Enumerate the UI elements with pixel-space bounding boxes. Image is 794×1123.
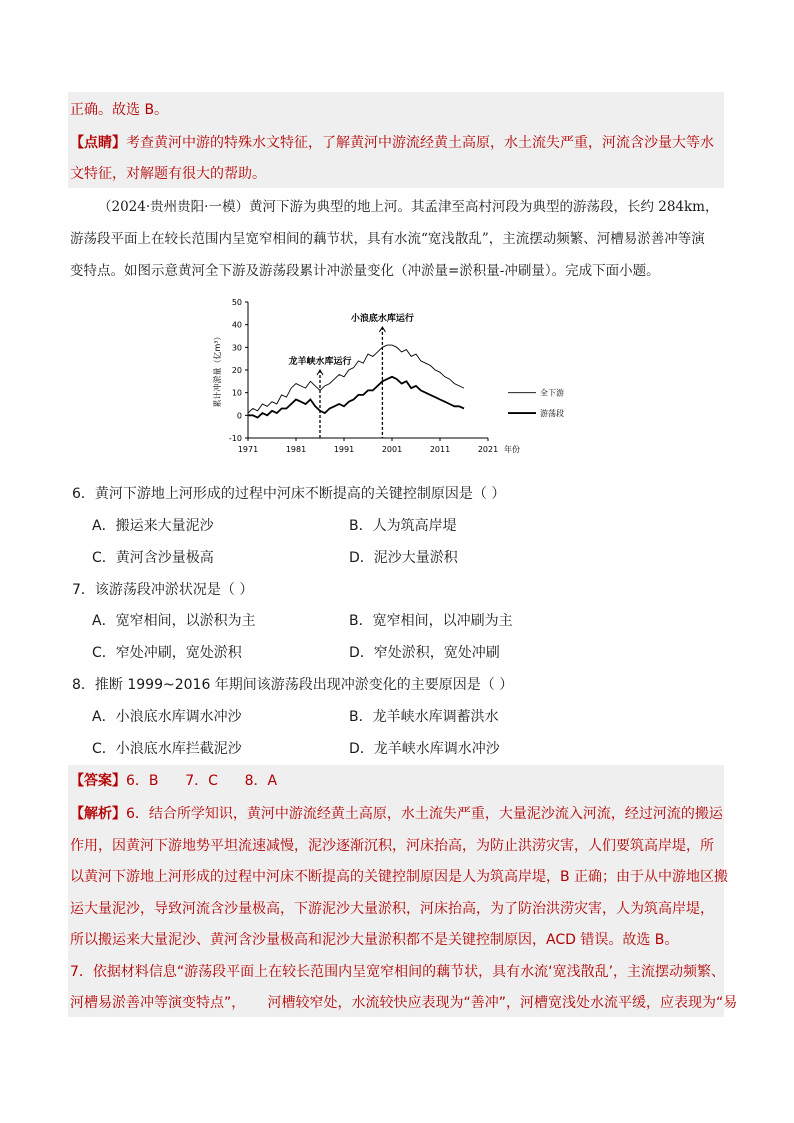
question-7-option-c[interactable]: C．窄处冲刷，宽处淤积	[92, 645, 242, 661]
tip-text-1: 考查黄河中游的特殊水文特征，了解黄河中游流经黄土高原，水土流失严重，河流含沙量大等水	[126, 135, 714, 151]
tip-line-1	[70, 133, 714, 153]
y-tick-label: -10	[228, 434, 242, 443]
y-tick-label: 40	[231, 320, 242, 330]
answer-text: 6．B 7．C 8．A	[126, 773, 278, 789]
analysis-label: 【解析】	[70, 806, 126, 822]
tip-label: 【点睛】	[70, 135, 126, 151]
answer-line	[70, 771, 277, 791]
analysis-text-1: 6．结合所学知识，黄河中游流经黄土高原，水土流失严重，大量泥沙流入河流，经过河流的搬运	[126, 806, 723, 822]
legend-label: 全下游	[540, 388, 564, 398]
question-8-stem: 8．推断 1999~2016 年期间该游荡段出现冲淤变化的主要原因是（ ）	[72, 677, 514, 693]
legend-label: 游荡段	[540, 409, 564, 419]
question-6-stem: 6．黄河下游地上河形成的过程中河床不断提高的关键控制原因是（ ）	[72, 486, 506, 502]
x-tick-label: 2001	[381, 445, 403, 454]
x-tick-label: 1981	[285, 445, 307, 454]
y-tick-label: 0	[236, 411, 242, 421]
question-6-option-a[interactable]: A．搬运来大量泥沙	[92, 518, 214, 534]
annotation-label: 龙羊峡水库运行	[288, 357, 352, 367]
analysis-line-5: 所以搬运来大量泥沙、黄河含沙量极高和泥沙大量淤积都不是关键控制原因，ACD 错误。故选 B。	[70, 932, 679, 948]
y-tick-label: 50	[231, 298, 242, 307]
material-line-3: 变特点。如图示意黄河全下游及游荡段累计冲淤量变化（冲淤量=淤积量-冲刷量）。完成下面小题。	[70, 263, 660, 279]
analysis-line-1	[70, 804, 723, 824]
material-line-1: （2024·贵州贵阳·一模）黄河下游为典型的地上河。其孟津至高村河段为典型的游荡段，长约 284km，	[98, 199, 719, 215]
analysis-line-7: 河槽易淤善冲等演变特点”， 河槽较窄处，水流较快应表现为“善冲”，河槽宽浅处水流平缓，应表现为“易	[70, 995, 738, 1011]
analysis-line-2: 作用，因黄河下游地势平坦流速减慢，泥沙逐渐沉积，河床抬高，为防止洪涝灾害，人们要筑高岸堤，所	[70, 838, 714, 854]
question-8-option-d[interactable]: D．龙羊峡水库调水冲沙	[349, 741, 500, 757]
question-6-option-d[interactable]: D．泥沙大量淤积	[349, 550, 458, 566]
y-axis-label: 累计冲淤量（亿m³）	[213, 332, 222, 408]
question-7-option-a[interactable]: A．宽窄相间，以淤积为主	[92, 613, 256, 629]
x-tick-label: 2021	[477, 445, 499, 454]
x-tick-label: 2011	[429, 445, 451, 454]
x-tick-label: 1991	[333, 445, 355, 454]
question-8-option-b[interactable]: B．龙羊峡水库调蓄洪水	[349, 709, 499, 725]
series-line-0	[248, 345, 464, 413]
answer-label: 【答案】	[70, 773, 126, 789]
annotation-label: 小浪底水库运行	[350, 313, 414, 324]
sediment-chart	[200, 290, 564, 470]
y-tick-label: 10	[231, 388, 242, 398]
previous-conclusion: 正确。故选 B。	[70, 102, 169, 118]
y-tick-label: 20	[231, 366, 242, 375]
analysis-line-4: 运大量泥沙，导致河流含沙量极高，下游泥沙大量淤积，河床抬高，为了防治洪涝灾害，人为筑高岸堤，	[70, 901, 714, 917]
question-6-option-c[interactable]: C．黄河含沙量极高	[92, 550, 214, 566]
question-7-stem: 7．该游荡段冲淤状况是（ ）	[72, 582, 254, 598]
analysis-line-3: 以黄河下游地上河形成的过程中河床不断提高的关键控制原因是人为筑高岸堤，B 正确；由于从中游地区搬	[70, 869, 729, 885]
analysis-line-6: 7．依据材料信息“游荡段平面上在较长范围内呈宽窄相间的藕节状，具有水流‘宽浅散乱’，主流摆动频繁、	[70, 964, 726, 980]
question-8-option-a[interactable]: A．小浪底水库调水冲沙	[92, 709, 242, 725]
x-axis-label: 年份	[504, 445, 520, 454]
x-tick-label: 1971	[237, 445, 259, 454]
question-6-option-b[interactable]: B．人为筑高岸堤	[349, 518, 457, 534]
question-7-option-b[interactable]: B．宽窄相间，以冲刷为主	[349, 613, 513, 629]
y-tick-label: 30	[231, 343, 242, 353]
material-line-2: 游荡段平面上在较长范围内呈宽窄相间的藕节状，具有水流“宽浅散乱”，主流摆动频繁、河槽易淤善冲等演	[70, 231, 705, 247]
tip-line-2: 文特征，对解题有很大的帮助。	[70, 166, 266, 182]
question-8-option-c[interactable]: C．小浪底水库拦截泥沙	[92, 741, 242, 757]
question-7-option-d[interactable]: D．窄处淤积，宽处冲刷	[349, 645, 500, 661]
